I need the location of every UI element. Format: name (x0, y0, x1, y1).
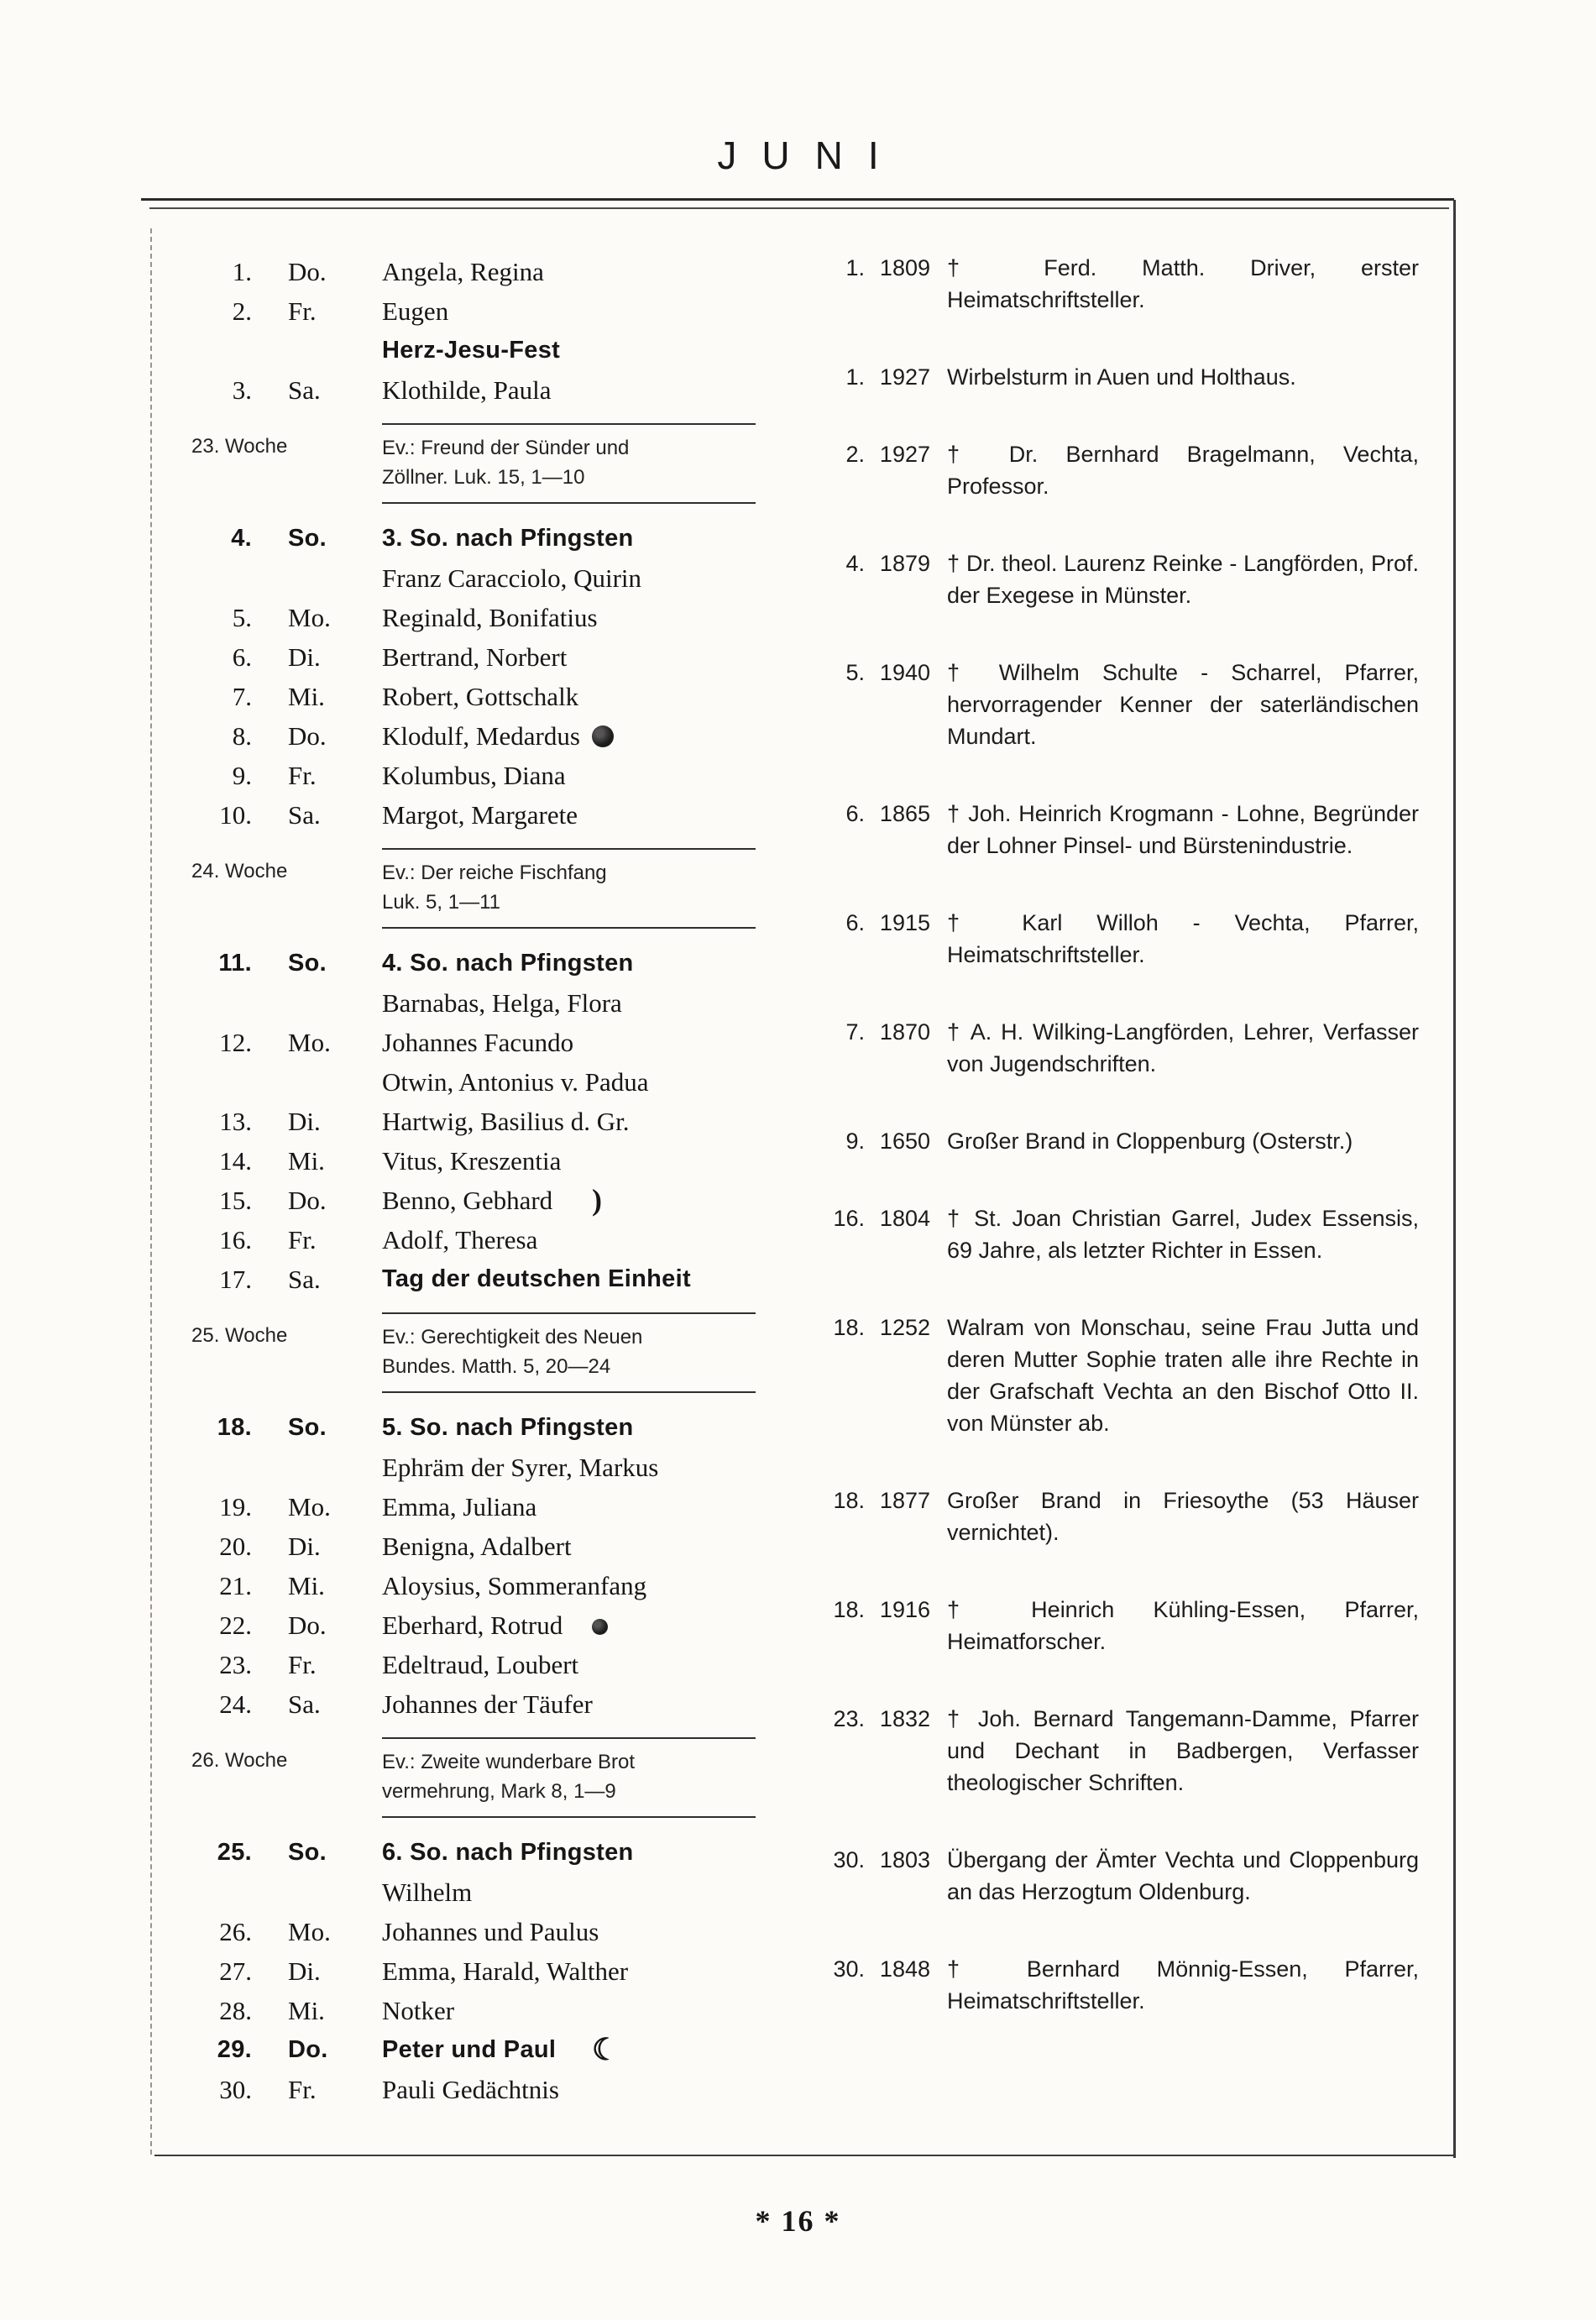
weekday-abbrev: Mi. (288, 1996, 325, 2025)
calendar-day-row (191, 1260, 756, 1299)
week-separator (191, 848, 756, 929)
day-number: 6. (232, 642, 252, 672)
event-text: † Joh. Heinrich Krogmann - Lohne, Begründer der Lohner Pinsel- und Bürstenindustrie. (947, 801, 1419, 858)
calendar-day-row (191, 795, 756, 835)
weekday-abbrev: Do. (288, 1186, 327, 1215)
event-year: 1848 (879, 1956, 930, 1982)
weekday-abbrev (257, 1062, 382, 1102)
day-number: 8. (232, 721, 252, 751)
weekday-abbrev: Mo. (288, 1028, 331, 1057)
day-number: 4. (231, 525, 252, 552)
event-year: 1832 (879, 1706, 930, 1731)
event-text: † St. Joan Christian Garrel, Judex Essensis, 69 Jahre, als letzter Richter in Essen. (947, 1206, 1419, 1263)
history-event-row (828, 1016, 1419, 1080)
calendar-day-row (191, 1991, 756, 2030)
calendar-day-row (191, 1951, 756, 1991)
header-rule-top (141, 198, 1454, 201)
weekday-abbrev (257, 983, 382, 1023)
history-event-row (828, 1594, 1419, 1658)
name-day-text: Bertrand, Norbert (382, 642, 568, 672)
page-frame-bottom (154, 2155, 1456, 2156)
day-number: 25. (217, 1839, 252, 1866)
name-day-text: Ephräm der Syrer, Markus (382, 1453, 659, 1482)
week-number-label: 24. Woche (191, 860, 288, 882)
event-day: 23. (833, 1706, 865, 1731)
event-day: 7. (845, 1019, 865, 1045)
history-event-row (828, 1703, 1419, 1799)
history-event-row (828, 1844, 1419, 1908)
name-day-text: Herz-Jesu-Fest (382, 337, 561, 364)
history-event-row (828, 547, 1419, 611)
event-year: 1940 (879, 660, 930, 685)
first-quarter-glyph: ☾ (592, 2033, 620, 2066)
event-text: † Ferd. Matth. Driver, erster Heimatschriftsteller. (947, 255, 1419, 312)
new-moon-disc (592, 1619, 608, 1635)
event-text: † Dr. Bernhard Bragelmann, Vechta, Professor. (947, 442, 1419, 499)
event-day: 1. (845, 364, 865, 390)
week-gospel-text (382, 848, 756, 929)
weekday-abbrev: So. (288, 525, 327, 552)
day-number: 17. (219, 1265, 252, 1294)
weekday-abbrev: Fr. (288, 1225, 317, 1254)
name-day-text: Kolumbus, Diana (382, 761, 566, 790)
history-event-row (828, 1125, 1419, 1157)
event-day: 9. (845, 1129, 865, 1154)
event-year: 1916 (879, 1597, 930, 1622)
day-number: 29. (217, 2036, 252, 2063)
weekday-abbrev: Sa. (288, 800, 321, 830)
event-text: † A. H. Wilking-Langförden, Lehrer, Verfasser von Jugendschriften. (947, 1019, 1419, 1076)
page-number: * 16 * (755, 2204, 841, 2238)
name-day-text: Pauli Gedächtnis (382, 2075, 559, 2104)
day-number: 11. (218, 950, 252, 977)
day-number: 13. (219, 1107, 252, 1136)
weekday-abbrev: Di. (288, 1956, 321, 1986)
name-day-text: Edeltraud, Loubert (382, 1650, 579, 1679)
calendar-day-row (191, 1220, 756, 1260)
weekday-abbrev: Do. (288, 2036, 328, 2063)
name-day-text: Franz Caracciolo, Quirin (382, 563, 642, 593)
event-year: 1877 (879, 1488, 930, 1513)
name-day-text: 3. So. nach Pfingsten (382, 525, 634, 552)
calendar-day-row (191, 1833, 756, 1872)
history-event-row (828, 1953, 1419, 2017)
name-day-text: Eugen (382, 296, 449, 326)
calendar-day-row (191, 1912, 756, 1951)
gospel-line: Ev.: Freund der Sünder und (382, 437, 630, 459)
first-quarter-icon (592, 2030, 620, 2072)
event-year: 1865 (879, 801, 930, 826)
calendar-day-row (191, 637, 756, 677)
calendar-day-row (191, 1645, 756, 1684)
day-number: 28. (219, 1996, 252, 2025)
event-day: 18. (833, 1597, 865, 1622)
weekday-abbrev: Do. (288, 257, 327, 286)
weekday-abbrev: Mo. (288, 1917, 331, 1946)
history-event-row (828, 1312, 1419, 1439)
page-fold-line (150, 228, 152, 2155)
name-day-text: Adolf, Theresa (382, 1225, 538, 1254)
calendar-day-row (191, 716, 756, 756)
event-text: Walram von Monschau, seine Frau Jutta und deren Mutter Sophie traten alle ihre Rechte in der Grafschaft Vechta an den Bischof Otto II. von Münster ab. (947, 1315, 1419, 1436)
calendar-day-row (191, 1605, 756, 1645)
gospel-line: Zöllner. Luk. 15, 1—10 (382, 466, 585, 489)
calendar-continuation-row (191, 558, 756, 598)
weekday-abbrev: Di. (288, 1532, 321, 1561)
name-day-text: Hartwig, Basilius d. Gr. (382, 1107, 630, 1136)
event-year: 1879 (879, 551, 930, 576)
event-day: 5. (845, 660, 865, 685)
event-day: 1. (845, 255, 865, 280)
event-text: Übergang der Ämter Vechta und Cloppenburg an das Herzogtum Oldenburg. (947, 1847, 1419, 1904)
weekday-abbrev (257, 1872, 382, 1912)
day-number: 5. (232, 603, 252, 632)
name-day-text: Angela, Regina (382, 257, 544, 286)
day-number: 21. (219, 1571, 252, 1600)
event-year: 1804 (879, 1206, 930, 1231)
gospel-line: Luk. 5, 1—11 (382, 891, 500, 914)
day-number: 16. (219, 1225, 252, 1254)
event-day: 30. (833, 1956, 865, 1982)
event-text: Großer Brand in Cloppenburg (Osterstr.) (947, 1129, 1353, 1154)
day-number (191, 1448, 257, 1487)
last-quarter-glyph: ) (592, 1183, 602, 1217)
history-event-row (828, 361, 1419, 393)
name-day-text: Emma, Juliana (382, 1492, 537, 1521)
event-day: 6. (845, 801, 865, 826)
name-day-text: Vitus, Kreszentia (382, 1146, 562, 1176)
header-rule-bottom (149, 207, 1449, 209)
day-number: 27. (219, 1956, 252, 1986)
event-day: 18. (833, 1315, 865, 1340)
new-moon-icon (592, 1605, 608, 1645)
name-day-text: Aloysius, Sommeranfang (382, 1571, 647, 1600)
calendar-day-row (191, 1684, 756, 1724)
calendar-day-row (191, 1566, 756, 1605)
day-number: 20. (219, 1532, 252, 1561)
event-year: 1803 (879, 1847, 930, 1872)
event-text: † Wilhelm Schulte - Scharrel, Pfarrer, hervorragender Kenner der saterländischen Mundart. (947, 660, 1419, 749)
weekday-abbrev: Fr. (288, 761, 317, 790)
day-number: 3. (232, 375, 252, 405)
calendar-continuation-row (191, 1448, 756, 1487)
day-number: 12. (219, 1028, 252, 1057)
week-gospel-text (382, 1737, 756, 1818)
day-number: 10. (219, 800, 252, 830)
calendar-day-row (191, 1408, 756, 1448)
weekday-abbrev: Mi. (288, 682, 325, 711)
weekday-abbrev: Fr. (288, 2075, 317, 2104)
calendar-day-row (191, 1102, 756, 1141)
name-day-text: Klothilde, Paula (382, 375, 552, 405)
event-year: 1252 (879, 1315, 930, 1340)
weekday-abbrev: Mi. (288, 1146, 325, 1176)
name-day-text: 4. So. nach Pfingsten (382, 950, 634, 977)
weekday-abbrev: Do. (288, 721, 327, 751)
name-day-text: Wilhelm (382, 1877, 473, 1907)
name-day-text: Johannes Facundo (382, 1028, 574, 1057)
calendar-day-row (191, 677, 756, 716)
event-text: Großer Brand in Friesoythe (53 Häuser vernichtet). (947, 1488, 1419, 1545)
day-number: 24. (219, 1689, 252, 1719)
calendar-day-row (191, 1487, 756, 1527)
name-day-text: Tag der deutschen Einheit (382, 1265, 691, 1292)
day-number: 1. (232, 257, 252, 286)
name-day-text: Margot, Margarete (382, 800, 578, 830)
name-day-text: Barnabas, Helga, Flora (382, 988, 622, 1018)
event-text: † Karl Willoh - Vechta, Pfarrer, Heimatschriftsteller. (947, 910, 1419, 967)
history-event-row (828, 798, 1419, 861)
history-event-row (828, 438, 1419, 502)
history-event-row (828, 657, 1419, 752)
weekday-abbrev: Di. (288, 642, 321, 672)
name-day-text: Benno, Gebhard ) (382, 1181, 756, 1220)
event-day: 6. (845, 910, 865, 935)
event-year: 1927 (879, 364, 930, 390)
history-event-row (828, 1202, 1419, 1266)
weekday-abbrev: Mo. (288, 603, 331, 632)
weekday-abbrev: Sa. (288, 375, 321, 405)
page-frame-right (1453, 200, 1456, 2158)
weekday-abbrev: Fr. (288, 296, 317, 326)
gospel-line: Bundes. Matth. 5, 20—24 (382, 1355, 611, 1378)
calendar-day-row (191, 1141, 756, 1181)
name-day-text: Reginald, Bonifatius (382, 603, 598, 632)
calendar-day-row (191, 519, 756, 558)
weekday-abbrev (257, 1448, 382, 1487)
event-text: Wirbelsturm in Auen und Holthaus. (947, 364, 1296, 390)
week-separator (191, 1312, 756, 1393)
name-day-text: Emma, Harald, Walther (382, 1956, 629, 1986)
name-day-text: Benigna, Adalbert (382, 1532, 572, 1561)
calendar-continuation-row (191, 983, 756, 1023)
gospel-line: Ev.: Gerechtigkeit des Neuen (382, 1326, 643, 1349)
last-quarter-icon (592, 1181, 602, 1221)
day-number (191, 1872, 257, 1912)
name-day-text: Johannes und Paulus (382, 1917, 599, 1946)
event-year: 1650 (879, 1129, 930, 1154)
calendar-continuation-row (191, 331, 756, 370)
weekday-abbrev: So. (288, 1839, 327, 1866)
history-event-row (828, 252, 1419, 316)
name-day-text: Robert, Gottschalk (382, 682, 579, 711)
week-number-label: 25. Woche (191, 1324, 288, 1347)
name-day-text: Notker (382, 1996, 455, 2025)
calendar-day-row (191, 944, 756, 983)
weekday-abbrev: Fr. (288, 1650, 317, 1679)
day-number: 18. (217, 1414, 252, 1441)
weekday-abbrev: So. (288, 1414, 327, 1441)
weekday-abbrev: Mo. (288, 1492, 331, 1521)
day-number: 30. (219, 2075, 252, 2104)
week-separator (191, 423, 756, 504)
calendar-column (191, 252, 756, 2109)
events-column (828, 252, 1419, 2109)
calendar-day-row (191, 2030, 756, 2070)
day-number: 22. (219, 1610, 252, 1640)
weekday-abbrev: Mi. (288, 1571, 325, 1600)
gospel-line: Ev.: Zweite wunderbare Brot (382, 1751, 636, 1773)
event-day: 30. (833, 1847, 865, 1872)
calendar-day-row (191, 370, 756, 410)
event-year: 1809 (879, 255, 930, 280)
calendar-day-row (191, 291, 756, 331)
weekday-abbrev (257, 331, 382, 370)
day-number: 26. (219, 1917, 252, 1946)
weekday-abbrev: So. (288, 950, 327, 977)
day-number: 14. (219, 1146, 252, 1176)
calendar-continuation-row (191, 1872, 756, 1912)
weekday-abbrev: Sa. (288, 1689, 321, 1719)
event-day: 2. (845, 442, 865, 467)
day-number (191, 983, 257, 1023)
calendar-day-row (191, 252, 756, 291)
day-number: 23. (219, 1650, 252, 1679)
name-day-text: Klodulf, Medardus (382, 716, 756, 756)
week-gospel-text (382, 1312, 756, 1393)
calendar-day-row (191, 1527, 756, 1566)
day-number (191, 1062, 257, 1102)
gospel-line: Ev.: Der reiche Fischfang (382, 861, 607, 884)
week-gospel-text (382, 423, 756, 504)
calendar-day-row (191, 1023, 756, 1062)
name-day-text: Eberhard, Rotrud (382, 1605, 756, 1645)
day-number (191, 558, 257, 598)
event-year: 1870 (879, 1019, 930, 1045)
content-area (191, 252, 1419, 2109)
week-separator (191, 1737, 756, 1818)
name-day-text: Johannes der Täufer (382, 1689, 593, 1719)
name-day-text: Otwin, Antonius v. Padua (382, 1067, 649, 1097)
calendar-day-row (191, 598, 756, 637)
name-day-text: 5. So. nach Pfingsten (382, 1414, 634, 1441)
name-day-text: 6. So. nach Pfingsten (382, 1839, 634, 1866)
day-number: 15. (219, 1186, 252, 1215)
calendar-day-row (191, 1181, 756, 1220)
week-number-label: 23. Woche (191, 435, 288, 458)
weekday-abbrev (257, 558, 382, 598)
event-day: 18. (833, 1488, 865, 1513)
calendar-day-row (191, 756, 756, 795)
weekday-abbrev: Di. (288, 1107, 321, 1136)
event-day: 4. (845, 551, 865, 576)
event-text: † Dr. theol. Laurenz Reinke - Langförden, Prof. der Exegese in Münster. (947, 551, 1419, 608)
day-number (191, 331, 257, 370)
full-moon-disc (592, 725, 614, 747)
event-year: 1927 (879, 442, 930, 467)
day-number: 2. (232, 296, 252, 326)
full-moon-icon (592, 716, 614, 756)
history-event-row (828, 1485, 1419, 1548)
week-number-label: 26. Woche (191, 1749, 288, 1772)
event-text: † Bernhard Mönnig-Essen, Pfarrer, Heimatschriftsteller. (947, 1956, 1419, 2014)
gospel-line: vermehrung, Mark 8, 1—9 (382, 1780, 616, 1803)
page-title: JUNI (717, 134, 904, 177)
day-number: 9. (232, 761, 252, 790)
event-text: † Heinrich Kühling-Essen, Pfarrer, Heimatforscher. (947, 1597, 1419, 1654)
event-day: 16. (833, 1206, 865, 1231)
calendar-continuation-row (191, 1062, 756, 1102)
event-text: † Joh. Bernard Tangemann-Damme, Pfarrer und Dechant in Badbergen, Verfasser theologischer Schriften. (947, 1706, 1419, 1795)
weekday-abbrev: Sa. (288, 1265, 321, 1294)
day-number: 19. (219, 1492, 252, 1521)
history-event-row (828, 907, 1419, 971)
name-day-text: Peter und Paul ☾ (382, 2030, 756, 2070)
event-year: 1915 (879, 910, 930, 935)
weekday-abbrev: Do. (288, 1610, 327, 1640)
day-number: 7. (232, 682, 252, 711)
calendar-day-row (191, 2070, 756, 2109)
